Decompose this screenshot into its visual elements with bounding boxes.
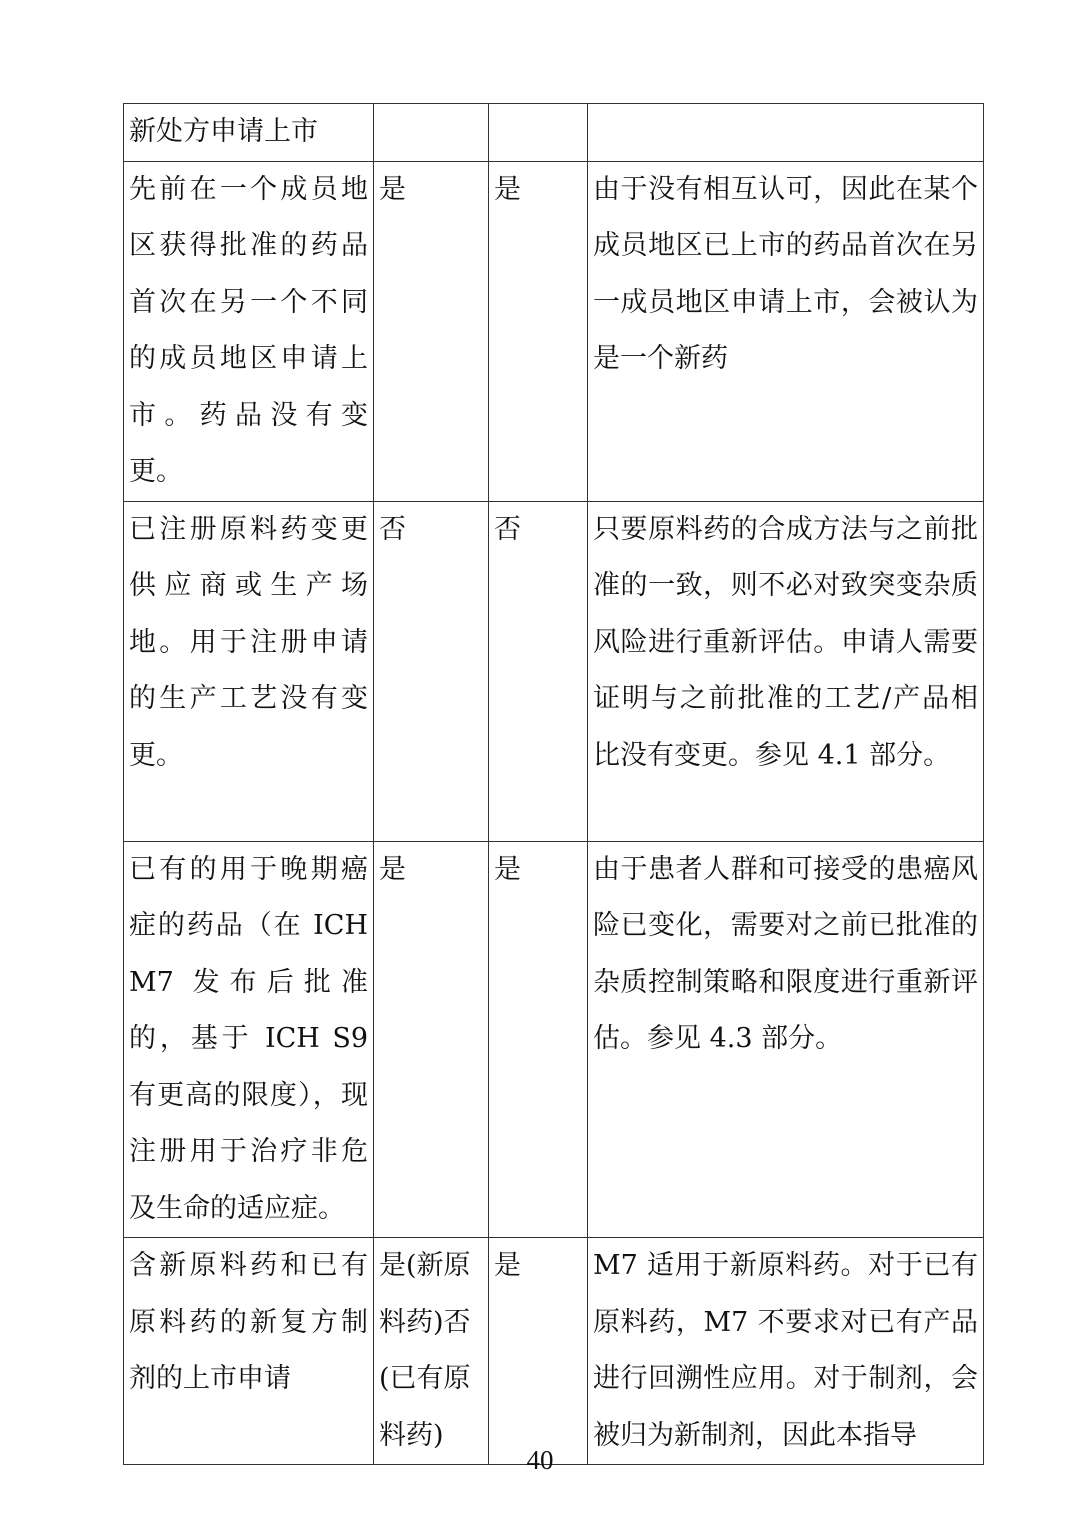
table-row [124, 1238, 984, 1465]
guidance-table [123, 103, 984, 1465]
applicability-cell: 是(新原料药)否(已有原料药) [374, 1238, 489, 1465]
table-row [124, 161, 984, 501]
applicability-cell: 是 [374, 161, 489, 501]
table-row [124, 841, 984, 1238]
table-row [124, 501, 984, 841]
scenario-cell: 先前在一个成员地区获得批准的药品首次在另一个不同的成员地区申请上市。药品没有变更。 [124, 161, 374, 501]
applicability-cell: 是 [374, 841, 489, 1238]
comment-cell: 只要原料药的合成方法与之前批准的一致，则不必对致突变杂质风险进行重新评估。申请人需要证明与之前批准的工艺/产品相比没有变更。参见 4.1 部分。 [588, 501, 984, 841]
scenario-cell: 已注册原料药变更供应商或生产场地。用于注册申请的生产工艺没有变更。 [124, 501, 374, 841]
page-number: 40 [526, 1445, 554, 1475]
table-row [124, 104, 984, 162]
applicability-cell: 否 [374, 501, 489, 841]
applicability-cell [374, 104, 489, 162]
applicability-cell [489, 104, 588, 162]
scenario-cell: 新处方申请上市 [124, 104, 374, 162]
comment-cell [588, 104, 984, 162]
comment-cell: M7 适用于新原料药。对于已有原料药，M7 不要求对已有产品进行回溯性应用。对于制剂，会被归为新制剂，因此本指导 [588, 1238, 984, 1465]
applicability-cell: 是 [489, 161, 588, 501]
applicability-cell: 是 [489, 1238, 588, 1465]
scenario-cell: 含新原料药和已有原料药的新复方制剂的上市申请 [124, 1238, 374, 1465]
comment-cell: 由于没有相互认可，因此在某个成员地区已上市的药品首次在另一成员地区申请上市，会被认为是一个新药 [588, 161, 984, 501]
comment-cell: 由于患者人群和可接受的患癌风险已变化，需要对之前已批准的杂质控制策略和限度进行重新评估。参见 4.3 部分。 [588, 841, 984, 1238]
scenario-cell: 已有的用于晚期癌症的药品（在 ICH M7 发布后批准的，基于 ICH S9 有更高的限度），现注册用于治疗非危及生命的适应症。 [124, 841, 374, 1238]
applicability-cell: 否 [489, 501, 588, 841]
applicability-cell: 是 [489, 841, 588, 1238]
